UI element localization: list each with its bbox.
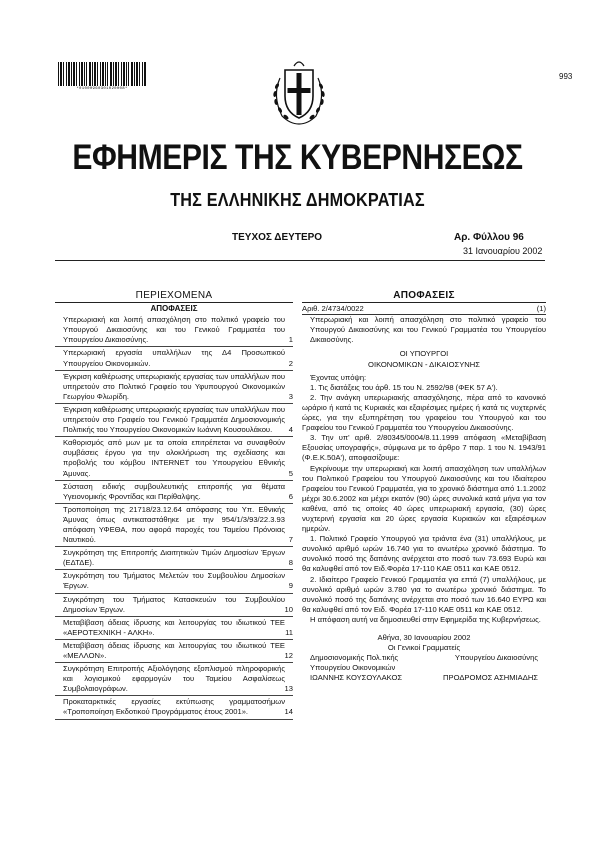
toc-item[interactable]: [55, 571, 293, 593]
toc-item[interactable]: [55, 405, 293, 437]
signature-left-title: Δημοσιονομικής Πολ.τικής: [310, 653, 399, 663]
barcode-number: *01000960301020008*: [76, 87, 128, 91]
toc-item-page: 4: [288, 425, 293, 435]
toc-item-page: 7: [288, 535, 293, 545]
toc-item[interactable]: [55, 482, 293, 504]
signature-row: [302, 653, 546, 663]
issue-label: ΤΕΥΧΟΣ ΔΕΥΤΕΡΟ: [232, 232, 323, 243]
signature-names-row: [302, 673, 546, 683]
barcode: [58, 62, 146, 86]
decision-paragraph: Η απόφαση αυτή να δημοσιευθεί στην Εφημερίδα της Κυβερνήσεως.: [310, 614, 541, 624]
toc-item-text: Προκαταρκτικές εργασίες εκτύπωσης γραμματοσήμων «Τροποποίηση Εκδοτικού Προγράμματος έτους 2001».: [63, 697, 285, 717]
toc-item-text: Υπερωριακή και λοιπή απασχόληση στο πολιτικό γραφείο του Υπουργού Δικαιοσύνης και του Γενικού Γραμματέα του Υπουργείου Δικαιοσύνης.: [63, 315, 285, 345]
issue-date: 31 Ιανουαρίου 2002: [463, 246, 543, 256]
toc-item-text: Συγκρότηση της Επιτροπής Διαιτητικών Τιμών Δημοσίων Έργων (ΕΔΤΔΕ).: [63, 548, 285, 568]
toc-item-page: 5: [288, 468, 293, 478]
ministries: ΟΙΚΟΝΟΜΙΚΩΝ - ΔΙΚΑΙΟΣΥΝΗΣ: [368, 359, 480, 369]
toc-item-page: 10: [284, 604, 293, 614]
considering-label: Έχοντας υπόψη:: [310, 372, 367, 382]
toc-item-text: Σύσταση ειδικής συμβουλευτικής επιτροπής για θέματα Υγειονομικής Φροντίδας και Περίθαλψης.: [63, 481, 285, 501]
decision-paragraph: 2. Την ανάγκη υπερωριακής απασχόλησης, πέρα από το κανονικό ωράριο ή κατά τις Κυριακές και εξαιρέσιμες ημέρες ή κατά τις νυχτερινές ώρες, για την εξυπηρέτηση του γραφείου του Υπουργού και του Γραφείου του Γενικού Γραμματέα του Υπουργείου Δικαιοσύνης.: [302, 392, 546, 433]
toc-item[interactable]: [55, 348, 293, 370]
signature-ministry-row: [302, 663, 546, 673]
contents-title: ΠΕΡΙΕΧΟΜΕΝΑ: [135, 290, 213, 301]
toc-item[interactable]: [55, 641, 293, 663]
decision-index: (1): [536, 304, 546, 314]
sheet-label: Αρ. Φύλλου 96: [454, 232, 524, 243]
decision-ref: Αριθ. 2/4734/0022: [302, 304, 364, 314]
contents-rule: [55, 302, 293, 303]
toc-item-page: 9: [288, 581, 293, 591]
toc-item-text: Μεταβίβαση άδειας ίδρυσης και λειτουργίας του ιδιωτικού ΤΕΕ «ΜΕΛΛΟΝ».: [63, 640, 285, 660]
toc-item[interactable]: [55, 664, 293, 696]
decision-paragraph: 3. Την υπ' αριθ. 2/80345/0004/8.11.1999 απόφαση «Μεταβίβαση Εξουσίας υπογραφής», σύμφωνα με το άρθρο 7 παρ. 1 του Ν. 1943/91 (Φ.Ε.Κ.50Α'), αποφασίζουμε:: [302, 433, 546, 463]
decision-paragraph: Εγκρίνουμε την υπερωριακή και λοιπή απασχόληση των υπαλλήλων του Πολιτικού Γραφείου του Υπουργού Δικαιοσύνης και του Ιδιαίτερου Γραφείου του Γενικού Γραμματέα, για το χρονικό διάστημα από 1.1.2002 μέχρι 30.6.2002 και μέχρι εκατόν (90) ώρες συνολικά κατά μήνα για τον καθένα, από τις οποίες 40 ώρες υπερωριακή εργασία, (30) ώρες νυχτερινή εργασία και 20 ώρες εργασία Κυριακών και εξαιρέσιμων ημερών.: [302, 463, 546, 534]
toc-item-text: Έγκριση καθιέρωσης υπερωριακής εργασίας των υπαλλήλων που υπηρετούν στο Πολιτικό Γραφείο του Υφυπουργού Οικονομικών Γεωργίου Φλωρίδη.: [63, 371, 285, 401]
toc-item[interactable]: [55, 505, 293, 547]
toc-item-text: Τροποποίηση της 21718/23.12.64 απόφασης του Υπ. Εθνικής Άμυνας όπως αντικαταστάθηκε με την 954/1/3/93/22.3.93 απόφαση ΥΦΕΘΑ, που αφορά παροχές του Ταμείου Πρόνοιας Ναυτικού.: [63, 504, 285, 545]
toc-item-page: 13: [284, 684, 293, 694]
contents-subtitle: ΑΠΟΦΑΣΕΙΣ: [150, 304, 198, 314]
place-date: Αθήνα, 30 Ιανουαρίου 2002: [377, 633, 471, 642]
decisions-rule: [302, 302, 546, 303]
toc-item-text: Μεταβίβαση άδειας ίδρυσης και λειτουργίας του ιδιωτικού ΤΕΕ «ΑΕΡΟΤΕΧΝΙΚΗ - ΑΛΚΗ».: [63, 617, 285, 637]
decisions-title: ΑΠΟΦΑΣΕΙΣ: [393, 290, 455, 301]
greek-coat-of-arms-icon: [268, 56, 330, 128]
toc-item-page: 12: [284, 651, 293, 660]
republic-title: ΤΗΣ ΕΛΛΗΝΙΚΗΣ ΔΗΜΟΚΡΑΤΙΑΣ: [170, 190, 425, 210]
toc-item-text: Έγκριση καθιέρωσης υπερωριακής εργασίας των υπαλλήλων που υπηρετούν στο Γραφείο του Γενικού Γραμματέα Δημοσιονομικής Πολιτικής του Υπουργείου Οικονομικών Ιωάννη Κουσουλάκου.: [63, 404, 285, 435]
gazette-title: ΕΦΗΜΕΡΙΣ ΤΗΣ ΚΥΒΕΡΝΗΣΕΩΣ: [72, 138, 523, 177]
contents-column: [55, 291, 293, 721]
toc-item-page: 2: [288, 358, 293, 368]
toc-item-text: Συγκρότηση Επιτροπής Αξιολόγησης εξοπλισμού πληροφορικής και λογισμικού εφαρμογών του Ταμείου Ασφαλίσεως Συμβολαιογράφων.: [63, 664, 285, 694]
decision-paragraph: 1. Τις διατάξεις του άρθ. 15 του Ν. 2592/98 (ΦΕΚ 57 Α').: [310, 382, 498, 392]
decision-paragraph: 1. Πολιτικό Γραφείο Υπουργού για τριάντα ένα (31) υπαλλήλους, με συνολικό αριθμό ωρών 16.740 για το ανωτέρω χρονικό διάστημα. Το συνολικό ποσό της δαπάνης ανέρχεται στο ποσό των 73.693 Ευρώ και θα καλυφθεί από τον Ειδ.Φορέα 17-110 ΚΑΕ 0511 και ΚΑΕ 0512.: [302, 534, 546, 574]
toc-item-page: 14: [284, 707, 293, 717]
toc-item-text: Συγκρότηση του Τμήματος Κατασκευών του Συμβουλίου Δημοσίων Έργων.: [63, 594, 285, 614]
decision-header: [302, 304, 546, 315]
header-divider: [55, 260, 545, 261]
toc-item-text: Συγκρότηση του Τμήματος Μελετών του Συμβουλίου Δημοσίων Έργων.: [63, 571, 285, 591]
decision-summary: Υπερωριακή και λοιπή απασχόληση στο πολιτικό γραφείο του Υπουργού Δικαιοσύνης και του Γενικού Γραμματέα του Υπουργείου Δικαιοσύνης.: [310, 315, 546, 345]
toc-item[interactable]: [55, 595, 293, 617]
toc-item[interactable]: [55, 372, 293, 404]
toc-item[interactable]: [55, 697, 293, 719]
decision-paragraph: 2. Ιδιαίτερο Γραφείο Γενικού Γραμματέα για επτά (7) υπαλλήλους, με συνολικό αριθμό ωρών 3.780 για το ανωτέρω χρονικό διάστημα. Το συνολικό ποσό της δαπάνης ανέρχεται στο ποσό των 16.640 ΕΥΡΩ και θα καλυφθεί από τον Ειδ. Φορέα 17-110 ΚΑΕ 0511 και ΚΑΕ 0512.: [302, 574, 546, 614]
ministers-title: ΟΙ ΥΠΟΥΡΓΟΙ: [399, 349, 449, 359]
toc-item-page: 11: [285, 627, 293, 637]
contents-list: [55, 315, 293, 719]
signature-left-ministry: Υπουργείου Οικονομικών: [310, 663, 396, 673]
toc-item-page: 3: [288, 391, 293, 401]
toc-item[interactable]: [55, 618, 293, 640]
secretaries-general-label: Οι Γενικοί Γραμματείς: [387, 643, 461, 653]
signature-right-title: Υπουργείου Δικαιοσύνης: [454, 653, 538, 663]
page-number: 993: [559, 72, 573, 81]
signature-right-name: ΠΡΟΔΡΟΜΟΣ ΑΣΗΜΙΑΔΗΣ: [443, 673, 538, 683]
toc-item-page: 6: [288, 491, 293, 501]
toc-item[interactable]: [55, 438, 293, 480]
signature-left-name: ΙΩΑΝΝΗΣ ΚΟΥΣΟΥΛΑΚΟΣ: [310, 673, 403, 683]
toc-item-text: Καθορισμός από μων με τα οποία επιτρέπεται να συναφθούν συμβάσεις έργου για την ολοκλήρωση της σχεδίασης και προβολής του κόμβου INTERNET του Υπουργείου Εθνικής Άμυνας.: [63, 438, 285, 478]
toc-item[interactable]: [55, 548, 293, 570]
decisions-column: [302, 291, 546, 683]
toc-item-page: 8: [288, 558, 293, 568]
toc-item-page: 1: [288, 335, 293, 345]
toc-item[interactable]: [55, 315, 293, 347]
toc-item-text: Υπερωριακή εργασία υπαλλήλων της Δ4 Προσωπικού Υπουργείου Οικονομικών.: [63, 348, 285, 368]
